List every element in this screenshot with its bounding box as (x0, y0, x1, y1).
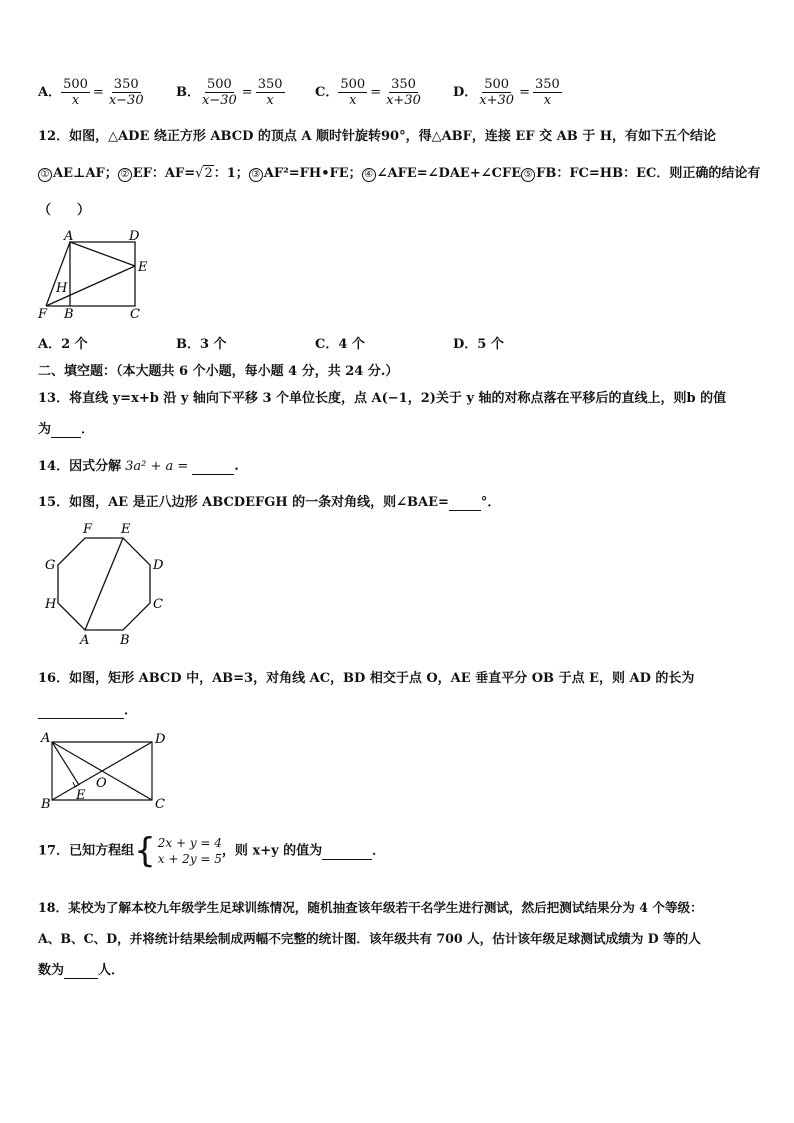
label-e: E (121, 522, 131, 537)
sqrt-expression: √2 (195, 166, 213, 181)
q14-prefix: 14．因式分解 (38, 459, 122, 474)
option-label: D． (453, 85, 478, 100)
label-c: C (130, 307, 140, 320)
segment-ae (52, 742, 79, 785)
q18-suffix: 人． (98, 963, 125, 978)
fraction (107, 77, 146, 108)
q12-option-d: D．5 个 (453, 337, 504, 352)
circled-number: ① (38, 168, 52, 182)
conclusion-1: AE⊥AF； (53, 166, 118, 181)
equation-system (134, 831, 222, 871)
label-f: F (83, 522, 93, 537)
fraction (384, 77, 423, 108)
q11-option-b (176, 77, 285, 108)
q13-line2 (38, 418, 94, 438)
circled-number: ⑤ (521, 168, 535, 182)
q16-stem: 16．如图，矩形 ABCD 中，AB=3，对角线 AC，BD 相交于点 O，AE 垂直平分 OB 于点 E，则 AD 的长为 (38, 671, 695, 686)
denominator: x (543, 93, 552, 108)
label-h: H (56, 281, 68, 296)
answer-blank (322, 844, 372, 860)
label-g: G (45, 558, 56, 573)
section-heading: 二、填空题：（本大题共 6 个小题，每小题 4 分，共 24 分.） (38, 364, 399, 379)
q12-option-b: B．3 个 (176, 337, 227, 352)
equals-sign: = (241, 85, 253, 100)
q12-stem: 12．如图，△ADE 绕正方形 ABCD 的顶点 A 顺时针旋转90°，得△ABF，连接 EF 交 AB 于 H，有如下五个结论 (38, 129, 717, 144)
label-f: F (38, 307, 48, 320)
q12-conclusions (38, 162, 760, 182)
fraction (477, 77, 516, 108)
equation-2: x + 2y = 5 (157, 852, 222, 866)
answer-blank (51, 422, 81, 438)
fraction (256, 77, 285, 108)
numerator: 500 (484, 77, 510, 92)
label-d: D (129, 229, 140, 244)
label-h: H (45, 597, 57, 612)
circled-number: ② (118, 168, 132, 182)
label-d: D (155, 732, 166, 747)
q15-suffix: °． (480, 495, 501, 510)
q11-option-c (315, 77, 423, 108)
q18-line1: 18．某校为了解本校九年级学生足球训练情况，随机抽查该年级若干名学生进行测试，然后把测试结果分为 4 个等级： (38, 900, 703, 915)
answer-blank (64, 963, 98, 979)
numerator: 350 (113, 77, 139, 92)
label-d: D (153, 558, 164, 573)
q12-answer-paren: （ ） (38, 203, 91, 218)
label-a: A (41, 731, 51, 746)
q12-figure (36, 228, 166, 320)
q15-prefix: 15．如图，AE 是正八边形 ABCDEFGH 的一条对角线，则∠BAE= (38, 495, 449, 510)
q16-figure (38, 730, 168, 814)
q13-stem: 13．将直线 y=x+b 沿 y 轴向下平移 3 个单位长度，点 A(−1，2)关于 y 轴的对称点落在平移后的直线上，则b 的值 (38, 391, 727, 406)
option-label: C． (315, 85, 339, 100)
q18-line3 (38, 959, 124, 979)
conclusion-5: FB：FC=HB：EC．则正确的结论有 (536, 166, 761, 181)
diagonal-ae (85, 538, 123, 630)
q17-stem (38, 831, 386, 871)
numerator: 500 (206, 77, 232, 92)
label-b: B (120, 633, 130, 646)
q13-suffix: ． (81, 422, 95, 437)
numerator: 500 (63, 77, 88, 92)
left-brace: { (134, 831, 156, 871)
answer-blank (38, 703, 124, 719)
q16-suffix: ． (124, 703, 138, 718)
option-label: A． (38, 85, 62, 100)
label-c: C (155, 797, 165, 812)
segment-ae (70, 242, 135, 266)
option-label: B． (176, 85, 200, 100)
circled-number: ③ (249, 168, 263, 182)
circled-number: ④ (362, 168, 376, 182)
label-a: A (64, 229, 74, 244)
q11-option-d (453, 77, 562, 108)
fraction (200, 77, 239, 108)
q17-suffix: ． (372, 843, 386, 859)
label-e: E (138, 260, 148, 275)
label-a: A (80, 633, 90, 646)
conclusion-2-ratio: ：1； (213, 166, 249, 181)
q16-line2 (38, 699, 137, 719)
answer-blank (449, 495, 481, 511)
q18-prefix: 数为 (38, 963, 65, 978)
denominator: x (266, 93, 274, 108)
conclusion-4: ∠AFE=∠DAE+∠CFE (376, 166, 522, 181)
denominator: x (71, 93, 80, 108)
equals-sign: = (92, 85, 104, 100)
fraction (533, 77, 562, 108)
label-c: C (153, 597, 163, 612)
denominator: x−30 (202, 93, 237, 108)
q12-option-a: A．2 个 (38, 337, 88, 352)
radicand: 2 (204, 166, 213, 181)
q15-figure (40, 520, 180, 646)
equals-sign: = (370, 85, 382, 100)
numerator: 350 (391, 77, 416, 92)
right-angle-mark (73, 782, 80, 787)
q17-question: ，则 x+y 的值为 (221, 843, 323, 859)
label-b: B (64, 307, 74, 320)
conclusion-2-text: EF：AF= (132, 166, 196, 181)
denominator: x+30 (386, 93, 421, 108)
denominator: x+30 (479, 93, 515, 108)
denominator: x−30 (108, 93, 144, 108)
q11-option-a (38, 77, 146, 108)
q14-expression: 3a² + a = (125, 459, 189, 474)
numerator: 350 (534, 77, 560, 92)
label-b: B (41, 797, 51, 812)
label-o: O (96, 776, 107, 791)
numerator: 500 (340, 77, 366, 92)
q14-suffix: . (234, 459, 239, 474)
q18-line2: A、B、C、D，并将统计结果绘制成两幅不完整的统计图．该年级共有 700 人，估计该年级足球测试成绩为 D 等的人 (38, 931, 701, 946)
fraction (61, 77, 90, 108)
denominator: x (349, 93, 357, 108)
label-e: E (76, 788, 86, 803)
q17-prefix: 17．已知方程组 (38, 843, 135, 859)
conclusion-3: AF²=FH•FE； (263, 166, 362, 181)
q14-stem (38, 455, 239, 475)
fraction (338, 77, 367, 108)
answer-blank (192, 459, 234, 475)
q13-prefix: 为 (38, 422, 52, 437)
numerator: 350 (257, 77, 283, 92)
equation-1: 2x + y = 4 (157, 836, 222, 850)
q12-option-c: C．4 个 (315, 337, 365, 352)
equals-sign: = (519, 85, 530, 100)
square-abcd (70, 242, 135, 306)
q15-stem (38, 491, 500, 511)
